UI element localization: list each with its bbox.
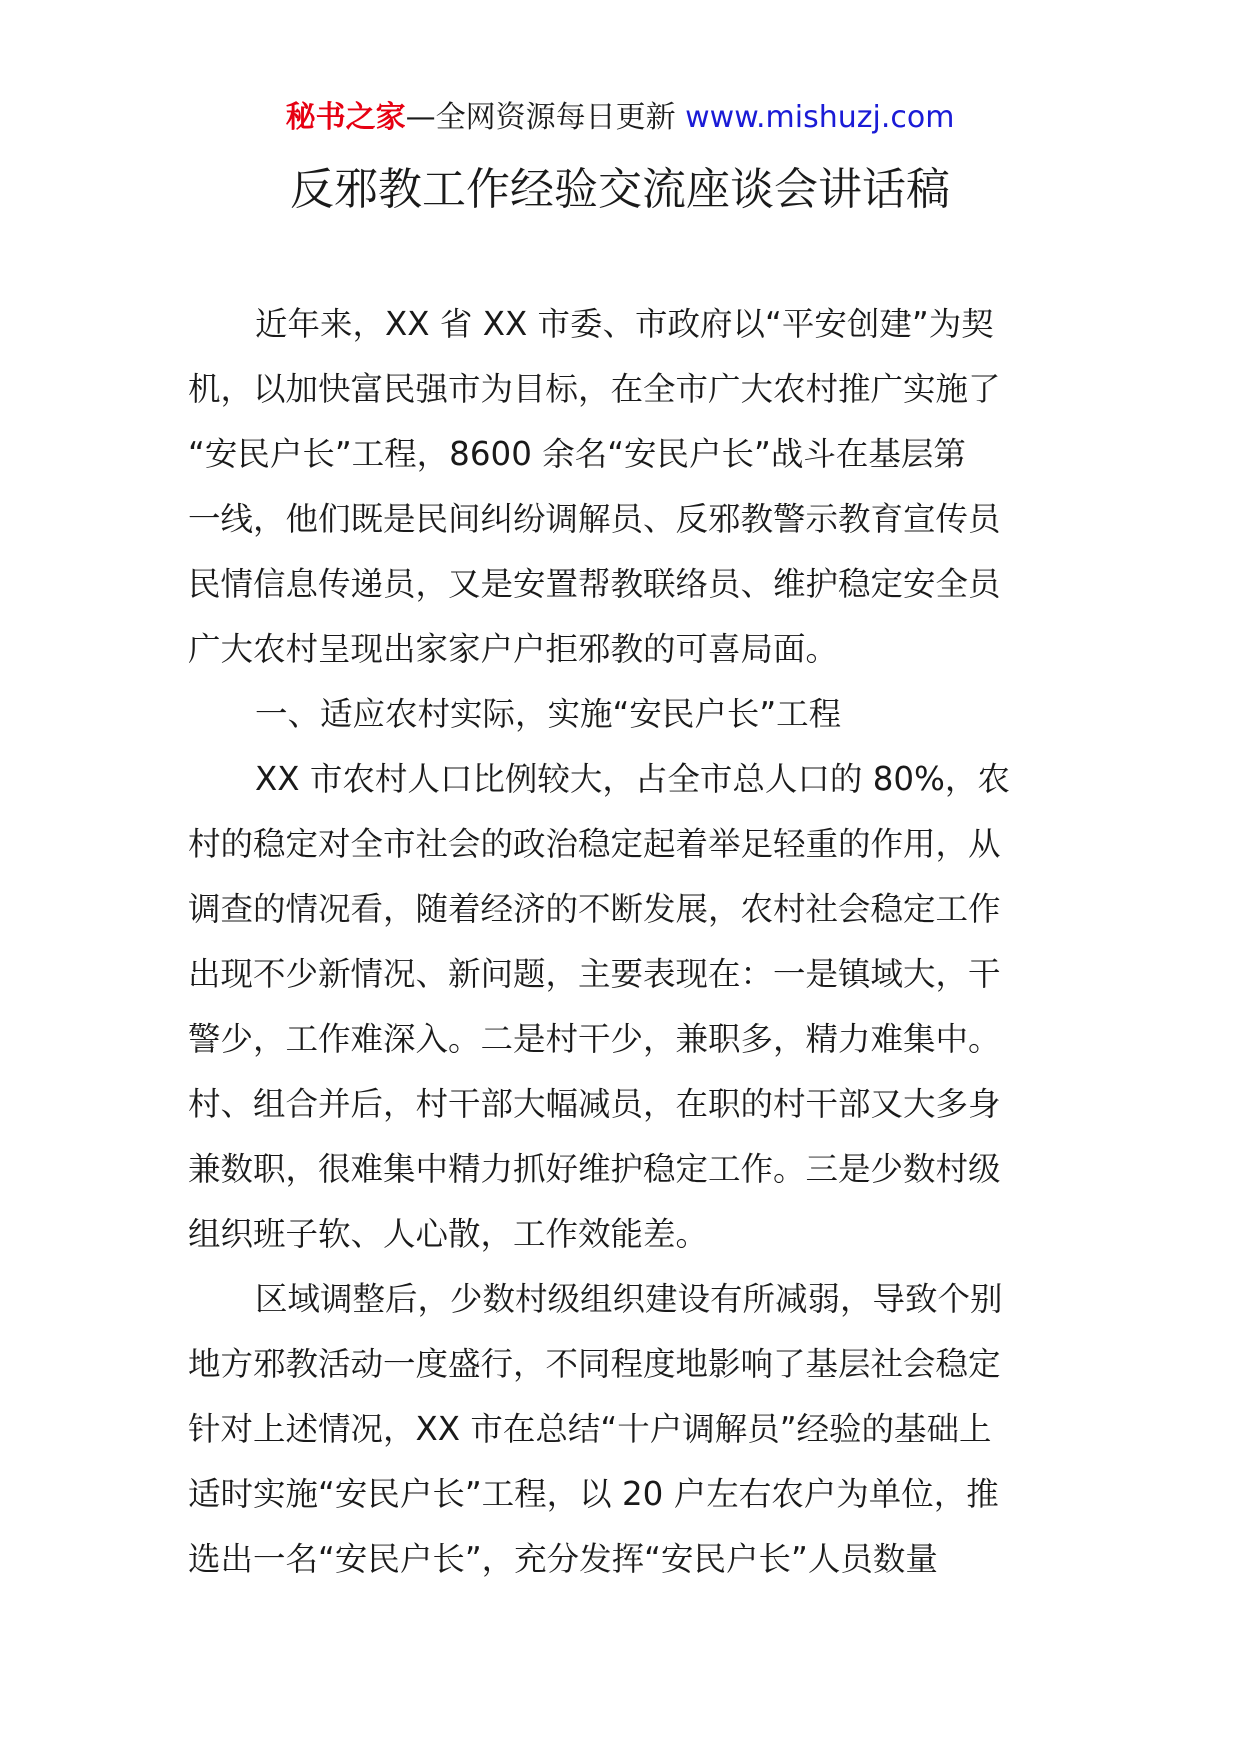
document-title: 反邪教工作经验交流座谈会讲话稿: [290, 164, 950, 215]
text-line: 广大农村呈现出家家户户拒邪教的可喜局面。: [188, 630, 839, 668]
text-line: 地方邪教活动一度盛行，不同程度地影响了基层社会稳定: [188, 1345, 1001, 1383]
text-line: XX 市农村人口比例较大，占全市总人口的 80%，农: [255, 760, 1010, 798]
text-line: 近年来，XX 省 XX 市委、市政府以“平安创建”为契: [255, 305, 994, 343]
text-line: 区域调整后，少数村级组织建设有所减弱，导致个别: [255, 1280, 1003, 1318]
text-line: 警少，工作难深入。二是村干少，兼职多，精力难集中。: [188, 1020, 1001, 1058]
text-line: 一线，他们既是民间纠纷调解员、反邪教警示教育宣传员: [188, 500, 1001, 538]
site-header: [0, 98, 1240, 138]
text-line: 适时实施“安民户长”工程，以 20 户左右农户为单位，推: [188, 1475, 999, 1513]
text-line: 组织班子软、人心散，工作效能差。: [188, 1215, 709, 1253]
site-url-link[interactable]: www.mishuzj.com: [685, 100, 955, 135]
text-line: 村的稳定对全市社会的政治稳定起着举足轻重的作用，从: [188, 825, 1001, 863]
text-line: 民情信息传递员，又是安置帮教联络员、维护稳定安全员: [188, 565, 1001, 603]
text-line: “安民户长”工程，8600 余名“安民户长”战斗在基层第: [188, 435, 966, 473]
header-tagline: —全网资源每日更新: [405, 100, 676, 135]
text-line: 选出一名“安民户长”，充分发挥“安民户长”人员数量: [188, 1540, 938, 1578]
text-line: 调查的情况看，随着经济的不断发展，农村社会稳定工作: [188, 890, 1001, 928]
text-line: 村、组合并后，村干部大幅减员，在职的村干部又大多身: [188, 1085, 1001, 1123]
section-heading: 一、适应农村实际，实施“安民户长”工程: [255, 695, 842, 733]
document-body: [188, 292, 1054, 1592]
brand-name: 秘书之家: [285, 100, 406, 135]
text-line: 兼数职，很难集中精力抓好维护稳定工作。三是少数村级: [188, 1150, 1001, 1188]
text-line: 针对上述情况，XX 市在总结“十户调解员”经验的基础上: [188, 1410, 992, 1448]
text-line: 出现不少新情况、新问题，主要表现在：一是镇域大，干: [188, 955, 1001, 993]
text-line: 机，以加快富民强市为目标，在全市广大农村推广实施了: [188, 370, 1001, 408]
